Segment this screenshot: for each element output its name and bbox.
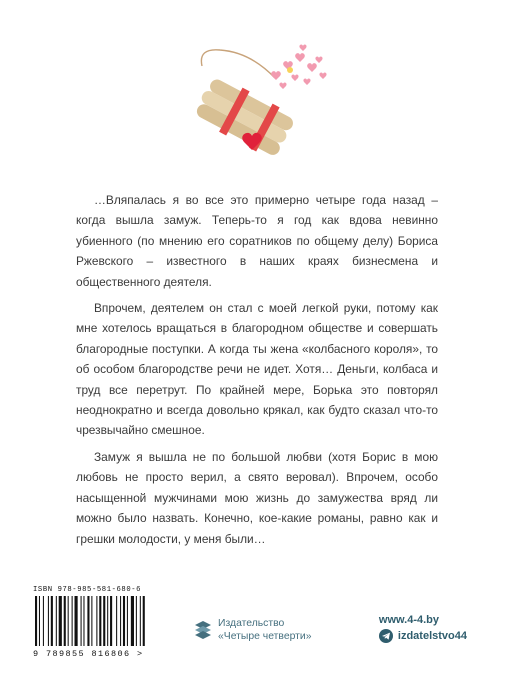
isbn-block — [33, 586, 173, 659]
website-link[interactable]: www.4-4.by — [378, 614, 440, 626]
publisher-line1: Издательство — [218, 618, 285, 629]
publisher-block — [194, 617, 312, 643]
stacked-books-logo-icon — [194, 619, 212, 641]
isbn-label: ISBN 978-985-581-680-6 — [33, 586, 142, 594]
body-paragraph: Замуж я вышла не по большой любви (хотя Борис в мою любовь не просто верил, а свято веровал). Впрочем, особо насыщенной мужчинами мою жизнь до замужества вряд ли можно было назвать. Конечно, кое-какие романы, равно как и грешки молодости, у меня были… — [76, 449, 438, 546]
publisher-line2: «Четыре четверти» — [218, 631, 312, 642]
publisher-name — [218, 617, 312, 643]
barcode-digits: 9 789855 816806 > — [33, 649, 144, 659]
barcode — [33, 596, 169, 648]
contacts-block — [379, 614, 467, 643]
telegram-link[interactable] — [379, 629, 467, 643]
body-paragraph: Впрочем, деятелем он стал с моей легкой руки, потому как мне хотелось вращаться в благородном обществе и совершать благородные поступки. А когда ты жена «колбасного короля», то об особом благородстве речи не идет. Хотя… Деньги, колбаса и труд все перетрут. По крайней мере, Борька это повторял неоднократно и всегда довольно крякал, как будто сказал что-то чрезвычайно смешное. — [76, 301, 438, 438]
telegram-icon — [379, 629, 393, 643]
body-paragraph: …Вляпалась я во все это примерно четыре года назад – когда вышла замуж. Теперь-то я год как вдова невинно убиенного (по мнению его соратников по общему делу) Бориса Ржевского – известного в наших краях бизнесмена и общественного деятеля. — [76, 193, 438, 289]
body-text — [76, 190, 438, 555]
sausage-bundle-illustration — [180, 38, 340, 158]
telegram-handle: izdatelstvo44 — [397, 630, 467, 642]
